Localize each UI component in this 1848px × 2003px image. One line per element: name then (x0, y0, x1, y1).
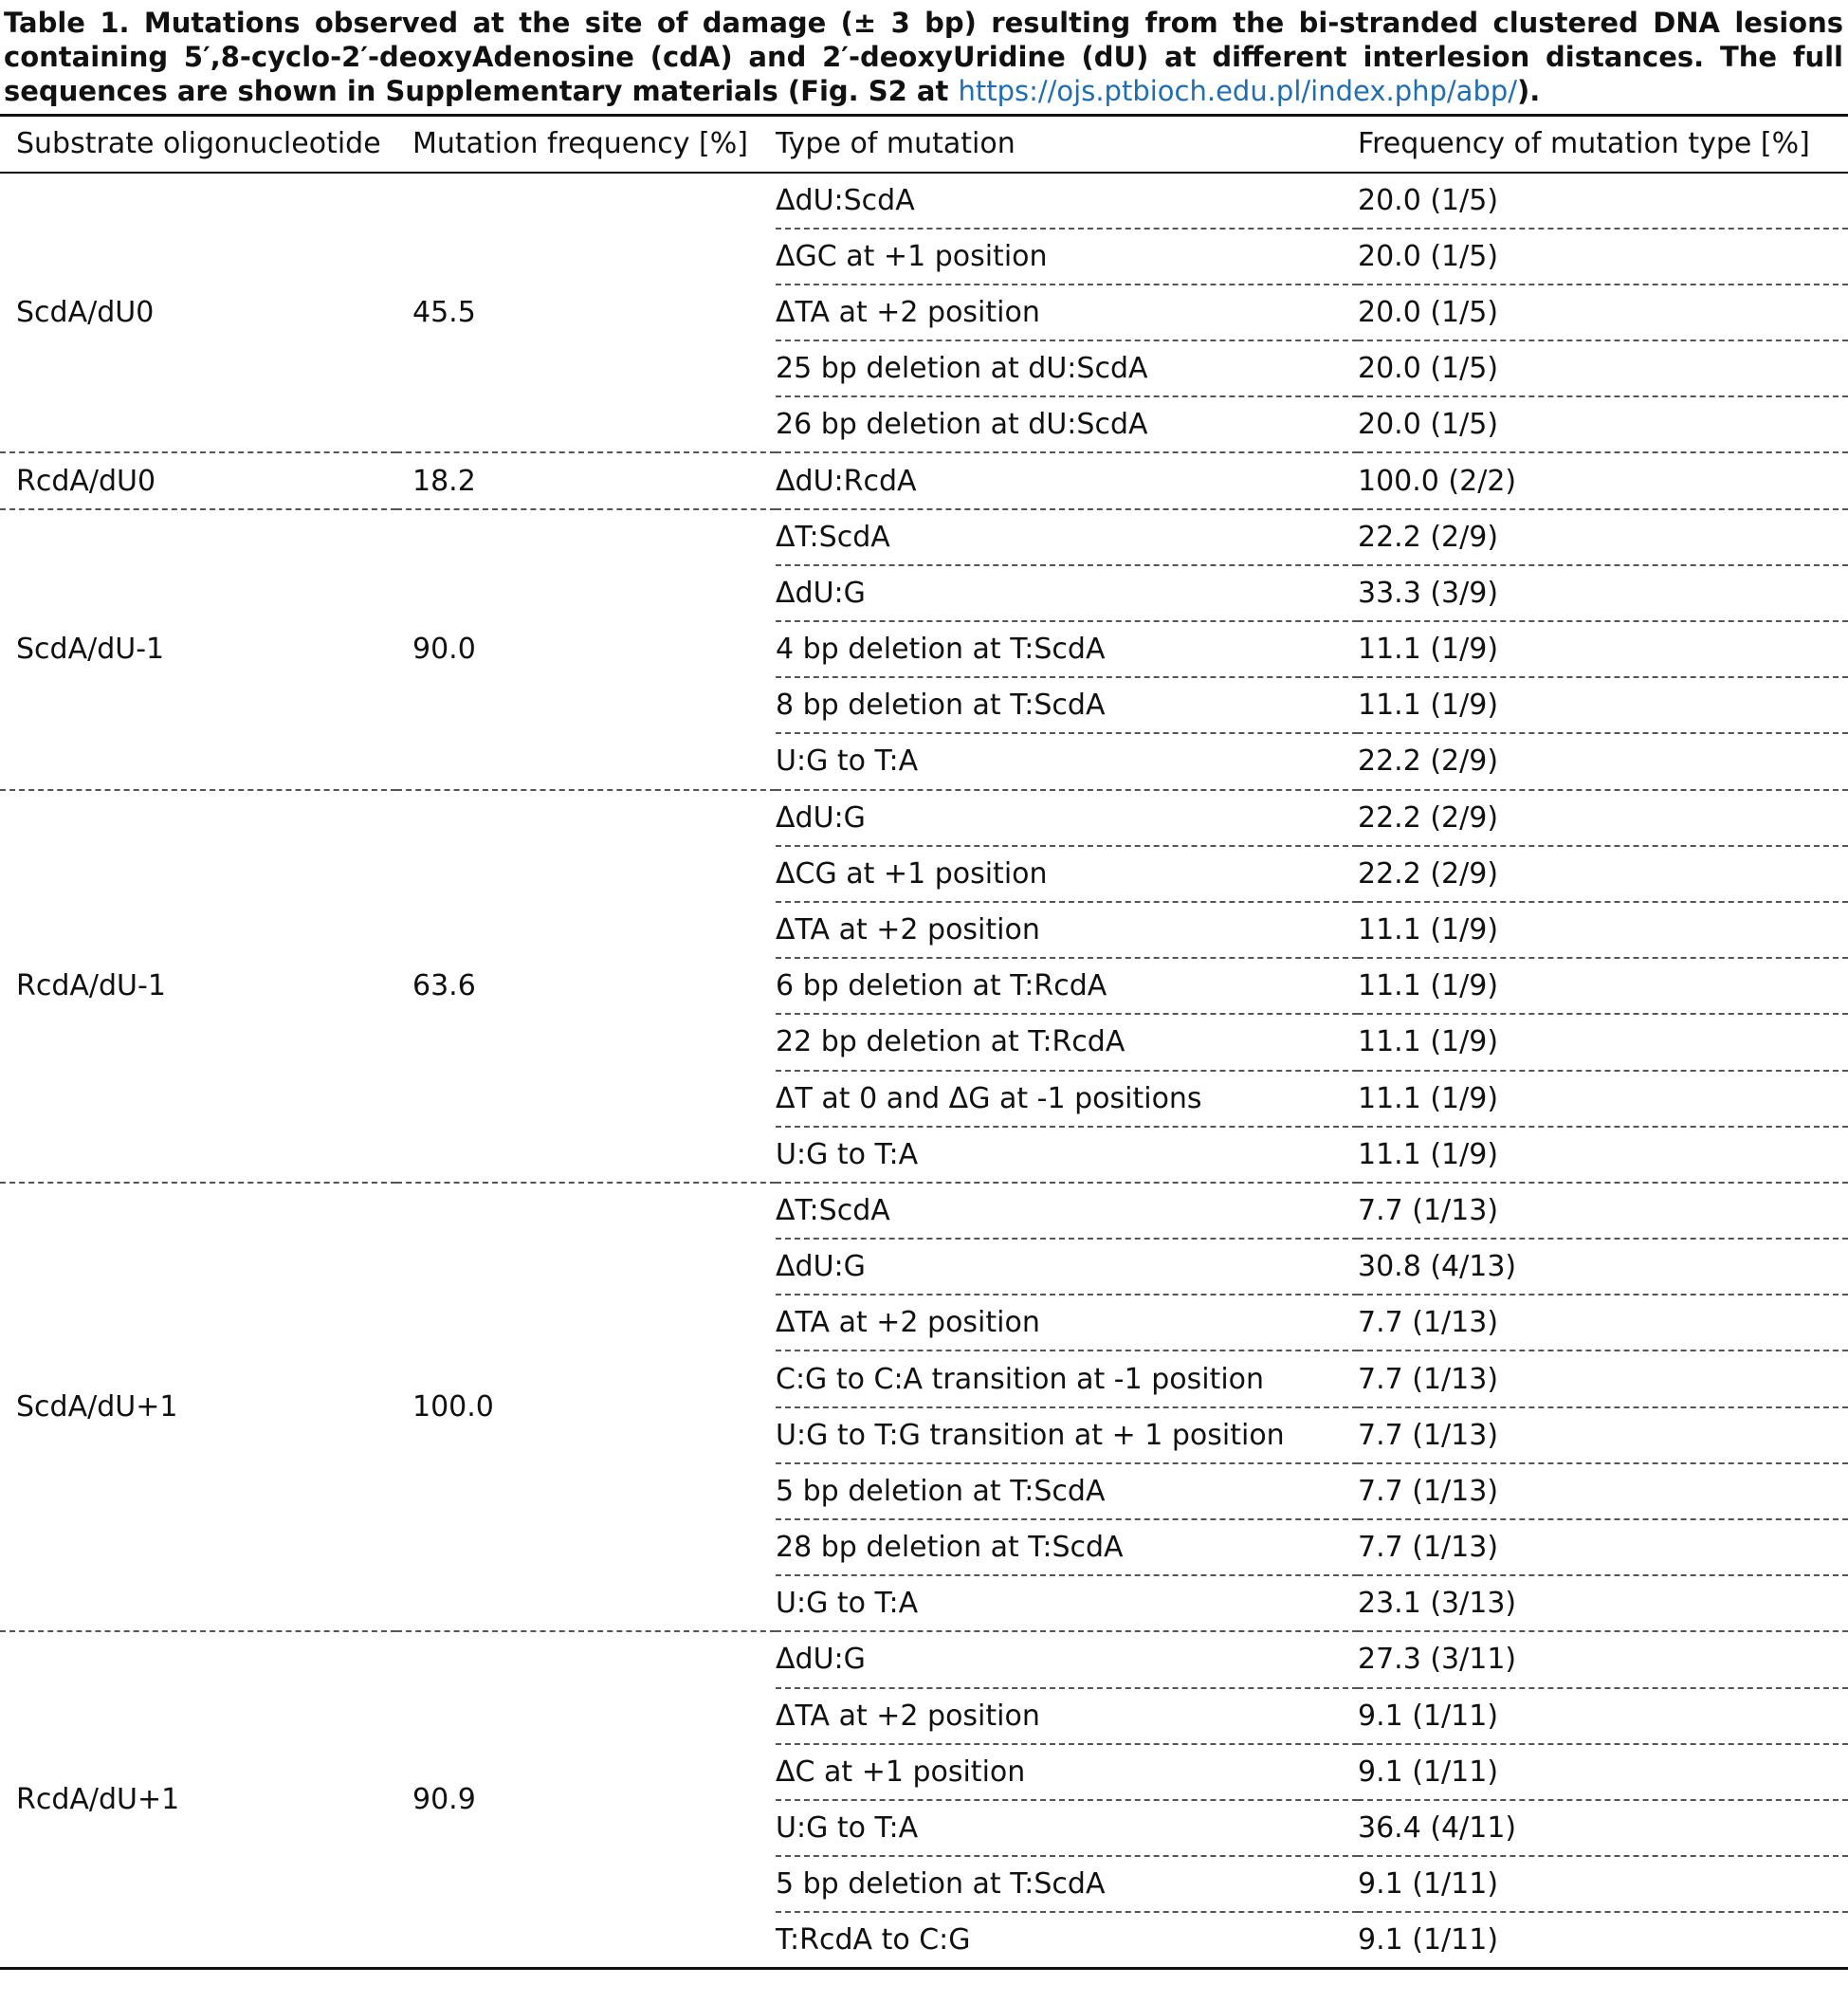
mutation-type-frequency-cell: 30.8 (4/13) (1358, 1239, 1848, 1295)
mutation-type-cell: ΔTA at +2 position (776, 285, 1358, 340)
mutation-type-cell: ΔTA at +2 position (776, 1295, 1358, 1351)
mutation-type-cell: U:G to T:G transition at + 1 position (776, 1407, 1358, 1463)
mutation-type-frequency-cell: 9.1 (1/11) (1358, 1856, 1848, 1912)
mutation-type-cell: ΔdU:G (776, 790, 1358, 846)
mutation-type-frequency-cell: 7.7 (1/13) (1358, 1183, 1848, 1239)
mutation-type-frequency-cell: 20.0 (1/5) (1358, 396, 1848, 452)
mutation-type-frequency-cell: 11.1 (1/9) (1358, 1071, 1848, 1127)
header-frequency-of-type: Frequency of mutation type [%] (1358, 116, 1848, 173)
caption-text: Mutations observed at the site of damage (± 3 bp) resulting from the bi-stranded clustered DNA lesions containing 5′,8-cyclo-2′-deoxyAdenosine (cdA) and 2′-deoxyUridine (dU) at different interlesion distances. The full sequences are shown in Supplementary materials (Fig. S2 at (4, 7, 1843, 107)
mutation-type-frequency-cell: 27.3 (3/11) (1358, 1631, 1848, 1687)
substrate-cell: ScdA/dU+1 (0, 1183, 396, 1632)
substrate-cell: ScdA/dU0 (0, 173, 396, 453)
mutation-type-cell: U:G to T:A (776, 1800, 1358, 1856)
mutation-type-cell: 26 bp deletion at dU:ScdA (776, 396, 1358, 452)
mutation-type-cell: ΔTA at +2 position (776, 1688, 1358, 1744)
mutation-type-frequency-cell: 7.7 (1/13) (1358, 1295, 1848, 1351)
table-row (0, 1183, 1848, 1239)
mutation-type-frequency-cell: 20.0 (1/5) (1358, 340, 1848, 396)
table-header (0, 116, 1848, 173)
mutation-type-frequency-cell: 22.2 (2/9) (1358, 790, 1848, 846)
mutation-type-cell: ΔT:ScdA (776, 509, 1358, 565)
mutation-type-frequency-cell: 7.7 (1/13) (1358, 1407, 1848, 1463)
mutation-type-cell: ΔTA at +2 position (776, 902, 1358, 958)
mutation-type-cell: ΔdU:G (776, 1631, 1358, 1687)
mutation-type-cell: ΔdU:G (776, 565, 1358, 621)
caption-label: Table 1. (4, 7, 130, 39)
mutation-type-cell: 5 bp deletion at T:ScdA (776, 1856, 1358, 1912)
mutation-type-frequency-cell: 11.1 (1/9) (1358, 958, 1848, 1014)
mutation-type-cell: ΔdU:RcdA (776, 452, 1358, 508)
mutation-type-frequency-cell: 22.2 (2/9) (1358, 733, 1848, 789)
mutation-type-cell: 25 bp deletion at dU:ScdA (776, 340, 1358, 396)
mutation-type-cell: T:RcdA to C:G (776, 1912, 1358, 1968)
header-row (0, 116, 1848, 173)
mutation-frequency-cell: 18.2 (396, 452, 776, 508)
mutation-type-cell: ΔdU:ScdA (776, 173, 1358, 229)
mutation-type-frequency-cell: 11.1 (1/9) (1358, 677, 1848, 733)
mutation-type-frequency-cell: 11.1 (1/9) (1358, 902, 1848, 958)
supplementary-link[interactable]: https://ojs.ptbioch.edu.pl/index.php/abp/ (958, 75, 1518, 107)
mutation-type-frequency-cell: 36.4 (4/11) (1358, 1800, 1848, 1856)
mutation-type-frequency-cell: 7.7 (1/13) (1358, 1351, 1848, 1406)
mutation-type-frequency-cell: 23.1 (3/13) (1358, 1575, 1848, 1631)
table-body (0, 173, 1848, 1969)
mutation-type-frequency-cell: 9.1 (1/11) (1358, 1744, 1848, 1800)
mutation-type-frequency-cell: 9.1 (1/11) (1358, 1912, 1848, 1968)
mutation-type-cell: C:G to C:A transition at -1 position (776, 1351, 1358, 1406)
mutation-type-cell: 5 bp deletion at T:ScdA (776, 1463, 1358, 1519)
table-row (0, 1631, 1848, 1687)
table-row (0, 173, 1848, 229)
mutation-type-frequency-cell: 100.0 (2/2) (1358, 452, 1848, 508)
mutation-type-cell: ΔGC at +1 position (776, 229, 1358, 285)
mutation-frequency-cell: 45.5 (396, 173, 776, 453)
mutation-type-frequency-cell: 20.0 (1/5) (1358, 173, 1848, 229)
header-mutation-frequency: Mutation frequency [%] (396, 116, 776, 173)
substrate-cell: RcdA/dU-1 (0, 790, 396, 1183)
mutation-type-cell: 8 bp deletion at T:ScdA (776, 677, 1358, 733)
table-row (0, 509, 1848, 565)
mutation-frequency-cell: 100.0 (396, 1183, 776, 1632)
mutation-type-frequency-cell: 20.0 (1/5) (1358, 229, 1848, 285)
substrate-cell: RcdA/dU+1 (0, 1631, 396, 1968)
caption-end: ). (1517, 75, 1541, 107)
mutation-type-cell: U:G to T:A (776, 733, 1358, 789)
mutation-type-cell: U:G to T:A (776, 1575, 1358, 1631)
mutation-type-cell: 4 bp deletion at T:ScdA (776, 621, 1358, 677)
mutation-type-cell: ΔT:ScdA (776, 1183, 1358, 1239)
mutation-frequency-cell: 90.0 (396, 509, 776, 790)
substrate-cell: RcdA/dU0 (0, 452, 396, 508)
mutation-type-frequency-cell: 33.3 (3/9) (1358, 565, 1848, 621)
mutation-type-cell: U:G to T:A (776, 1127, 1358, 1183)
mutation-type-cell: 28 bp deletion at T:ScdA (776, 1519, 1358, 1575)
mutation-frequency-cell: 90.9 (396, 1631, 776, 1968)
mutation-type-frequency-cell: 22.2 (2/9) (1358, 846, 1848, 902)
mutation-type-frequency-cell: 22.2 (2/9) (1358, 509, 1848, 565)
mutation-type-frequency-cell: 9.1 (1/11) (1358, 1688, 1848, 1744)
mutation-type-cell: ΔC at +1 position (776, 1744, 1358, 1800)
header-type-of-mutation: Type of mutation (776, 116, 1358, 173)
header-substrate: Substrate oligonucleotide (0, 116, 396, 173)
mutation-type-frequency-cell: 11.1 (1/9) (1358, 1127, 1848, 1183)
substrate-cell: ScdA/dU-1 (0, 509, 396, 790)
mutation-type-cell: ΔCG at +1 position (776, 846, 1358, 902)
mutation-type-cell: 6 bp deletion at T:RcdA (776, 958, 1358, 1014)
mutation-frequency-cell: 63.6 (396, 790, 776, 1183)
mutation-type-cell: ΔT at 0 and ΔG at -1 positions (776, 1071, 1358, 1127)
mutation-type-cell: 22 bp deletion at T:RcdA (776, 1014, 1358, 1070)
table-caption (4, 6, 1843, 108)
mutation-type-frequency-cell: 7.7 (1/13) (1358, 1463, 1848, 1519)
mutation-table (0, 114, 1848, 1970)
table-row (0, 790, 1848, 846)
mutation-type-cell: ΔdU:G (776, 1239, 1358, 1295)
mutation-type-frequency-cell: 7.7 (1/13) (1358, 1519, 1848, 1575)
mutation-type-frequency-cell: 11.1 (1/9) (1358, 621, 1848, 677)
mutation-type-frequency-cell: 20.0 (1/5) (1358, 285, 1848, 340)
mutation-type-frequency-cell: 11.1 (1/9) (1358, 1014, 1848, 1070)
table-row (0, 452, 1848, 508)
